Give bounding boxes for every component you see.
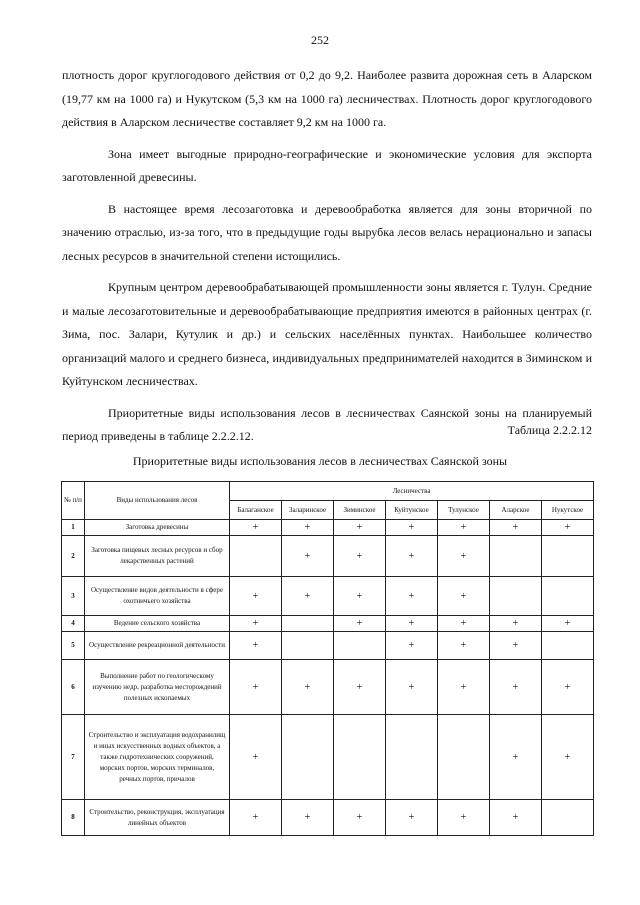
paragraph: Зона имеет выгодные природно-географические и экономические условия для экспорта заготовленной древесины.: [62, 146, 592, 184]
header-num: № п/п: [62, 482, 85, 520]
mark-cell: [282, 715, 334, 800]
table-row: [62, 660, 594, 715]
page-number: 252: [311, 33, 329, 47]
mark-cell: +: [386, 800, 438, 836]
table-row: [62, 632, 594, 660]
mark-cell: +: [386, 536, 438, 577]
row-number: 4: [62, 616, 85, 632]
table-title: Приоритетные виды использования лесов в лесничествах Саянской зоны: [132, 454, 508, 468]
mark-cell: +: [542, 660, 594, 715]
mark-cell: [542, 577, 594, 616]
mark-cell: [230, 536, 282, 577]
column-header: Зиминское: [334, 501, 386, 520]
table-row: [62, 616, 594, 632]
header-forestries: Лесничества: [230, 482, 594, 501]
mark-cell: +: [282, 800, 334, 836]
mark-cell: [490, 536, 542, 577]
paragraph: плотность дорог круглогодового действия от 0,2 до 9,2. Наиболее развита дорожная сеть в Аларском (19,77 км на 1000 га) и Нукутском (5,3 км на 1000 га) лесничествах. Плотность дорог круглогодового действия в Аларском лесничестве составляет 9,2 км на 1000 га.: [62, 68, 592, 129]
table-number: Таблица 2.2.2.12: [507, 423, 592, 437]
mark-cell: +: [386, 632, 438, 660]
mark-cell: +: [282, 660, 334, 715]
use-type-name: Ведение сельского хозяйства: [85, 616, 230, 632]
row-number: 2: [62, 536, 85, 577]
mark-cell: +: [386, 616, 438, 632]
mark-cell: +: [282, 577, 334, 616]
mark-cell: +: [490, 632, 542, 660]
mark-cell: +: [490, 800, 542, 836]
mark-cell: +: [282, 536, 334, 577]
mark-cell: +: [438, 536, 490, 577]
mark-cell: +: [386, 520, 438, 536]
use-type-name: Строительство, реконструкция, эксплуатация линейных объектов: [85, 800, 230, 836]
table-row: [62, 800, 594, 836]
paragraph: В настоящее время лесозаготовка и деревообработка является для зоны вторичной по значению отраслью, из-за того, что в предыдущие годы вырубка лесов велась нерационально и запасы лесных ресурсов в значительной степени истощились.: [62, 201, 592, 263]
mark-cell: [542, 536, 594, 577]
mark-cell: +: [490, 660, 542, 715]
mark-cell: +: [438, 520, 490, 536]
column-header: Аларское: [490, 501, 542, 520]
use-type-name: Заготовка пищевых лесных ресурсов и сбор лекарственных растений: [85, 536, 230, 577]
header-use-type: Виды использования лесов: [85, 482, 230, 520]
priority-use-table: [61, 481, 594, 836]
mark-cell: [438, 715, 490, 800]
mark-cell: +: [334, 536, 386, 577]
mark-cell: +: [438, 577, 490, 616]
mark-cell: +: [334, 660, 386, 715]
column-header: Тулунское: [438, 501, 490, 520]
row-number: 7: [62, 715, 85, 800]
mark-cell: +: [438, 616, 490, 632]
mark-cell: [542, 632, 594, 660]
mark-cell: +: [334, 616, 386, 632]
mark-cell: +: [438, 632, 490, 660]
row-number: 6: [62, 660, 85, 715]
use-type-name: Строительство и эксплуатация водохранилищ и иных искусственных водных объектов, а также гидротехнических сооружений, морских портов, морских терминалов, речных портов, причалов: [85, 715, 230, 800]
paragraph: Крупным центром деревообрабатывающей промышленности зоны является г. Тулун. Средние и малые лесозаготовительные и деревообрабатывающие предприятия имеются в районных центрах (г. Зима, пос. Залари, Кутулик и др.) и сельских населённых пунктах. Наибольшее количество организаций малого и среднего бизнеса, индивидуальных предпринимателей находится в Зиминском и Куйтунском лесничествах.: [62, 280, 592, 388]
column-header: Куйтунское: [386, 501, 438, 520]
mark-cell: +: [334, 520, 386, 536]
mark-cell: +: [282, 520, 334, 536]
row-number: 3: [62, 577, 85, 616]
mark-cell: +: [230, 800, 282, 836]
mark-cell: +: [386, 660, 438, 715]
table-row: [62, 536, 594, 577]
mark-cell: +: [438, 660, 490, 715]
table-row: [62, 715, 594, 800]
mark-cell: +: [230, 577, 282, 616]
mark-cell: +: [542, 715, 594, 800]
mark-cell: +: [230, 632, 282, 660]
row-number: 1: [62, 520, 85, 536]
mark-cell: +: [542, 520, 594, 536]
mark-cell: +: [230, 520, 282, 536]
row-number: 8: [62, 800, 85, 836]
column-header: Балаганское: [230, 501, 282, 520]
body-text: [62, 64, 592, 457]
mark-cell: +: [542, 616, 594, 632]
mark-cell: +: [490, 520, 542, 536]
mark-cell: [490, 577, 542, 616]
table-row: [62, 520, 594, 536]
use-type-name: Осуществление рекреационной деятельности: [85, 632, 230, 660]
column-header: Заларинское: [282, 501, 334, 520]
mark-cell: +: [490, 616, 542, 632]
mark-cell: +: [230, 660, 282, 715]
use-type-name: Заготовка древесины: [85, 520, 230, 536]
mark-cell: +: [438, 800, 490, 836]
mark-cell: +: [334, 577, 386, 616]
mark-cell: [386, 715, 438, 800]
row-number: 5: [62, 632, 85, 660]
mark-cell: [542, 800, 594, 836]
use-type-name: Выполнение работ по геологическому изучению недр, разработка месторождений полезных ископаемых: [85, 660, 230, 715]
mark-cell: +: [230, 715, 282, 800]
mark-cell: +: [334, 800, 386, 836]
use-type-name: Осуществление видов деятельности в сфере охотничьего хозяйства: [85, 577, 230, 616]
table-row: [62, 577, 594, 616]
column-header: Нукутское: [542, 501, 594, 520]
mark-cell: +: [490, 715, 542, 800]
mark-cell: [334, 632, 386, 660]
mark-cell: [282, 632, 334, 660]
paragraph: Приоритетные виды использования лесов в лесничествах Саянской зоны на планируемый период приведены в таблице 2.2.2.12.: [62, 405, 592, 443]
mark-cell: +: [386, 577, 438, 616]
mark-cell: [334, 715, 386, 800]
mark-cell: +: [230, 616, 282, 632]
mark-cell: [282, 616, 334, 632]
